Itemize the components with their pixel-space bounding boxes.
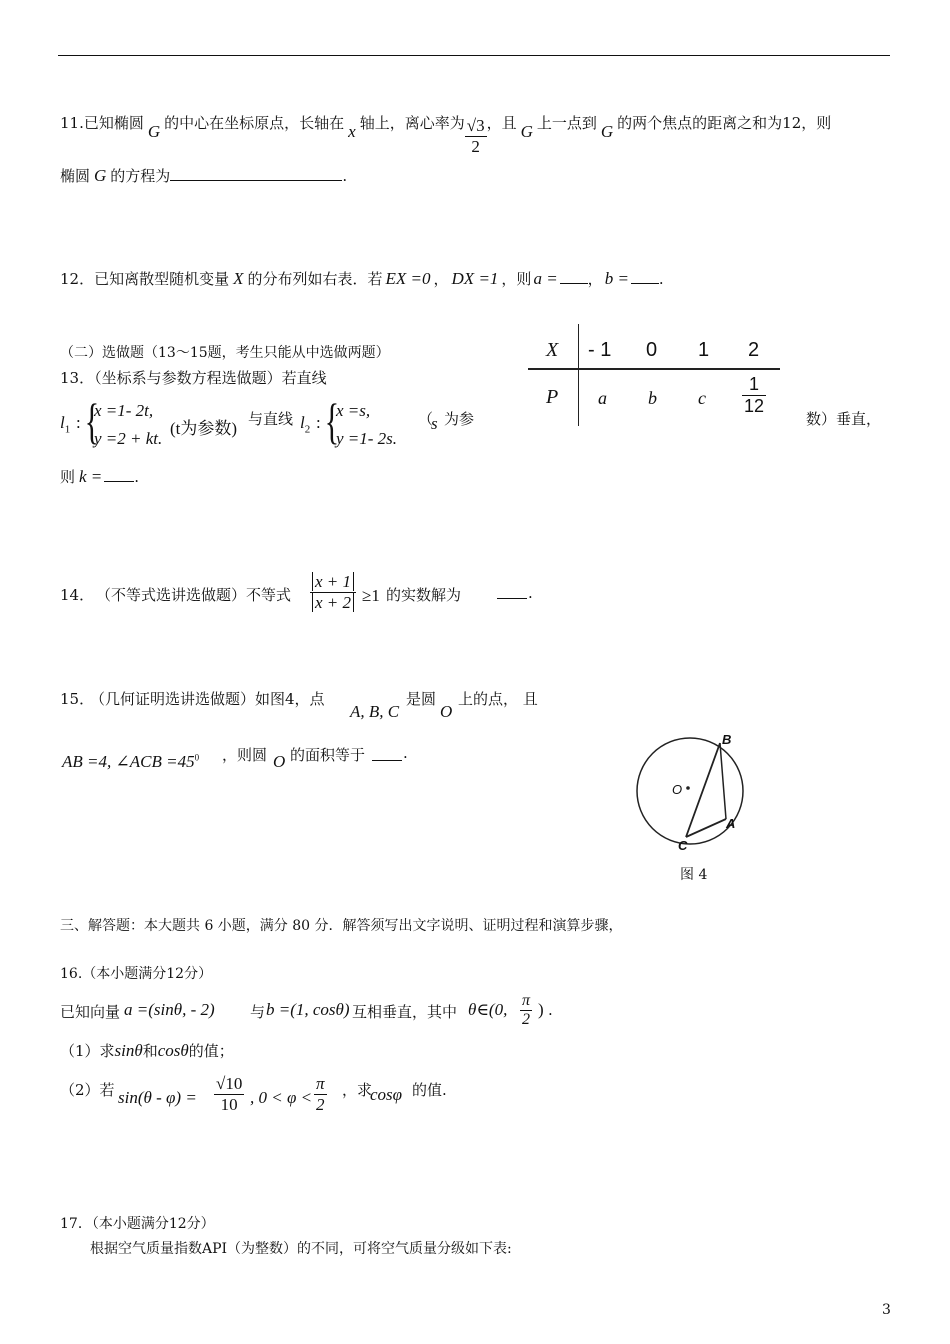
pi-over-2: $\frac{\pi}{2}$	[522, 992, 531, 1029]
q17-text: 根据空气质量指数API（为整数）的不同，可将空气质量分级如下表:	[90, 1241, 512, 1257]
answer-blank-k[interactable]	[104, 467, 134, 482]
answer-blank-14[interactable]	[497, 584, 527, 599]
q13-line1: 13．（坐标系与参数方程选做题）若直线	[60, 369, 327, 387]
sqrt10-over-10: $\frac{√10}{10}$	[216, 1074, 243, 1114]
left-brace-2: {	[324, 393, 340, 449]
table-vline	[578, 324, 579, 426]
q16-header: 16.（本小题满分12分）	[60, 966, 213, 982]
q12-line: 12．已知离散型随机变量 X 的分布列如右表．若 EX =0 ， DX =1 ，则 a = ， b = .	[60, 269, 664, 288]
top-rule	[58, 55, 890, 56]
q11-line2: 椭圆 G 的方程为 .	[60, 166, 348, 185]
answer-blank-a[interactable]	[560, 269, 588, 284]
q17-header: 17．（本小题满分12分）	[60, 1216, 215, 1232]
table-fraction: $\frac{1}{12}$	[744, 374, 765, 416]
distribution-table: X - 1 0 1 2 P a b c $\frac{1}{12}$	[528, 324, 782, 426]
figure-4: B A C O 图 4	[630, 730, 750, 890]
optional-header: （二）选做题（13～15题，考生只能从中选做两题）	[60, 345, 390, 361]
left-brace: {	[84, 393, 100, 449]
pi-over-2-b: $\frac{\pi}{2}$	[316, 1074, 325, 1114]
table-hline	[528, 368, 780, 370]
answer-blank[interactable]	[170, 166, 342, 181]
answer-blank-b[interactable]	[631, 269, 659, 284]
eccentricity-fraction: $\frac{√3}{2}$	[466, 116, 485, 156]
inequality-fraction: $\frac{x + 1}{x + 2}$	[310, 572, 356, 612]
q13-continuation: 数）垂直，	[806, 410, 882, 428]
section3-text: 三、解答题：本大题共 6 小题，满分 80 分．解答须写出文字说明、证明过程和演算步骤，	[60, 918, 623, 934]
q11-line1: 11.已知椭圆 G 的中心在坐标原点，长轴在 x 轴上，离心率为 $\frac{√3}{2}$ ，且 G 上一点到 G 的两个焦点的距离之和为12，则	[60, 114, 832, 156]
q16-part1: （1）求sinθ和cosθ的值；	[60, 1041, 234, 1060]
page-number: 3	[882, 1302, 891, 1318]
q13-line3: 则 k = .	[60, 467, 140, 486]
answer-blank-15[interactable]	[372, 746, 402, 761]
